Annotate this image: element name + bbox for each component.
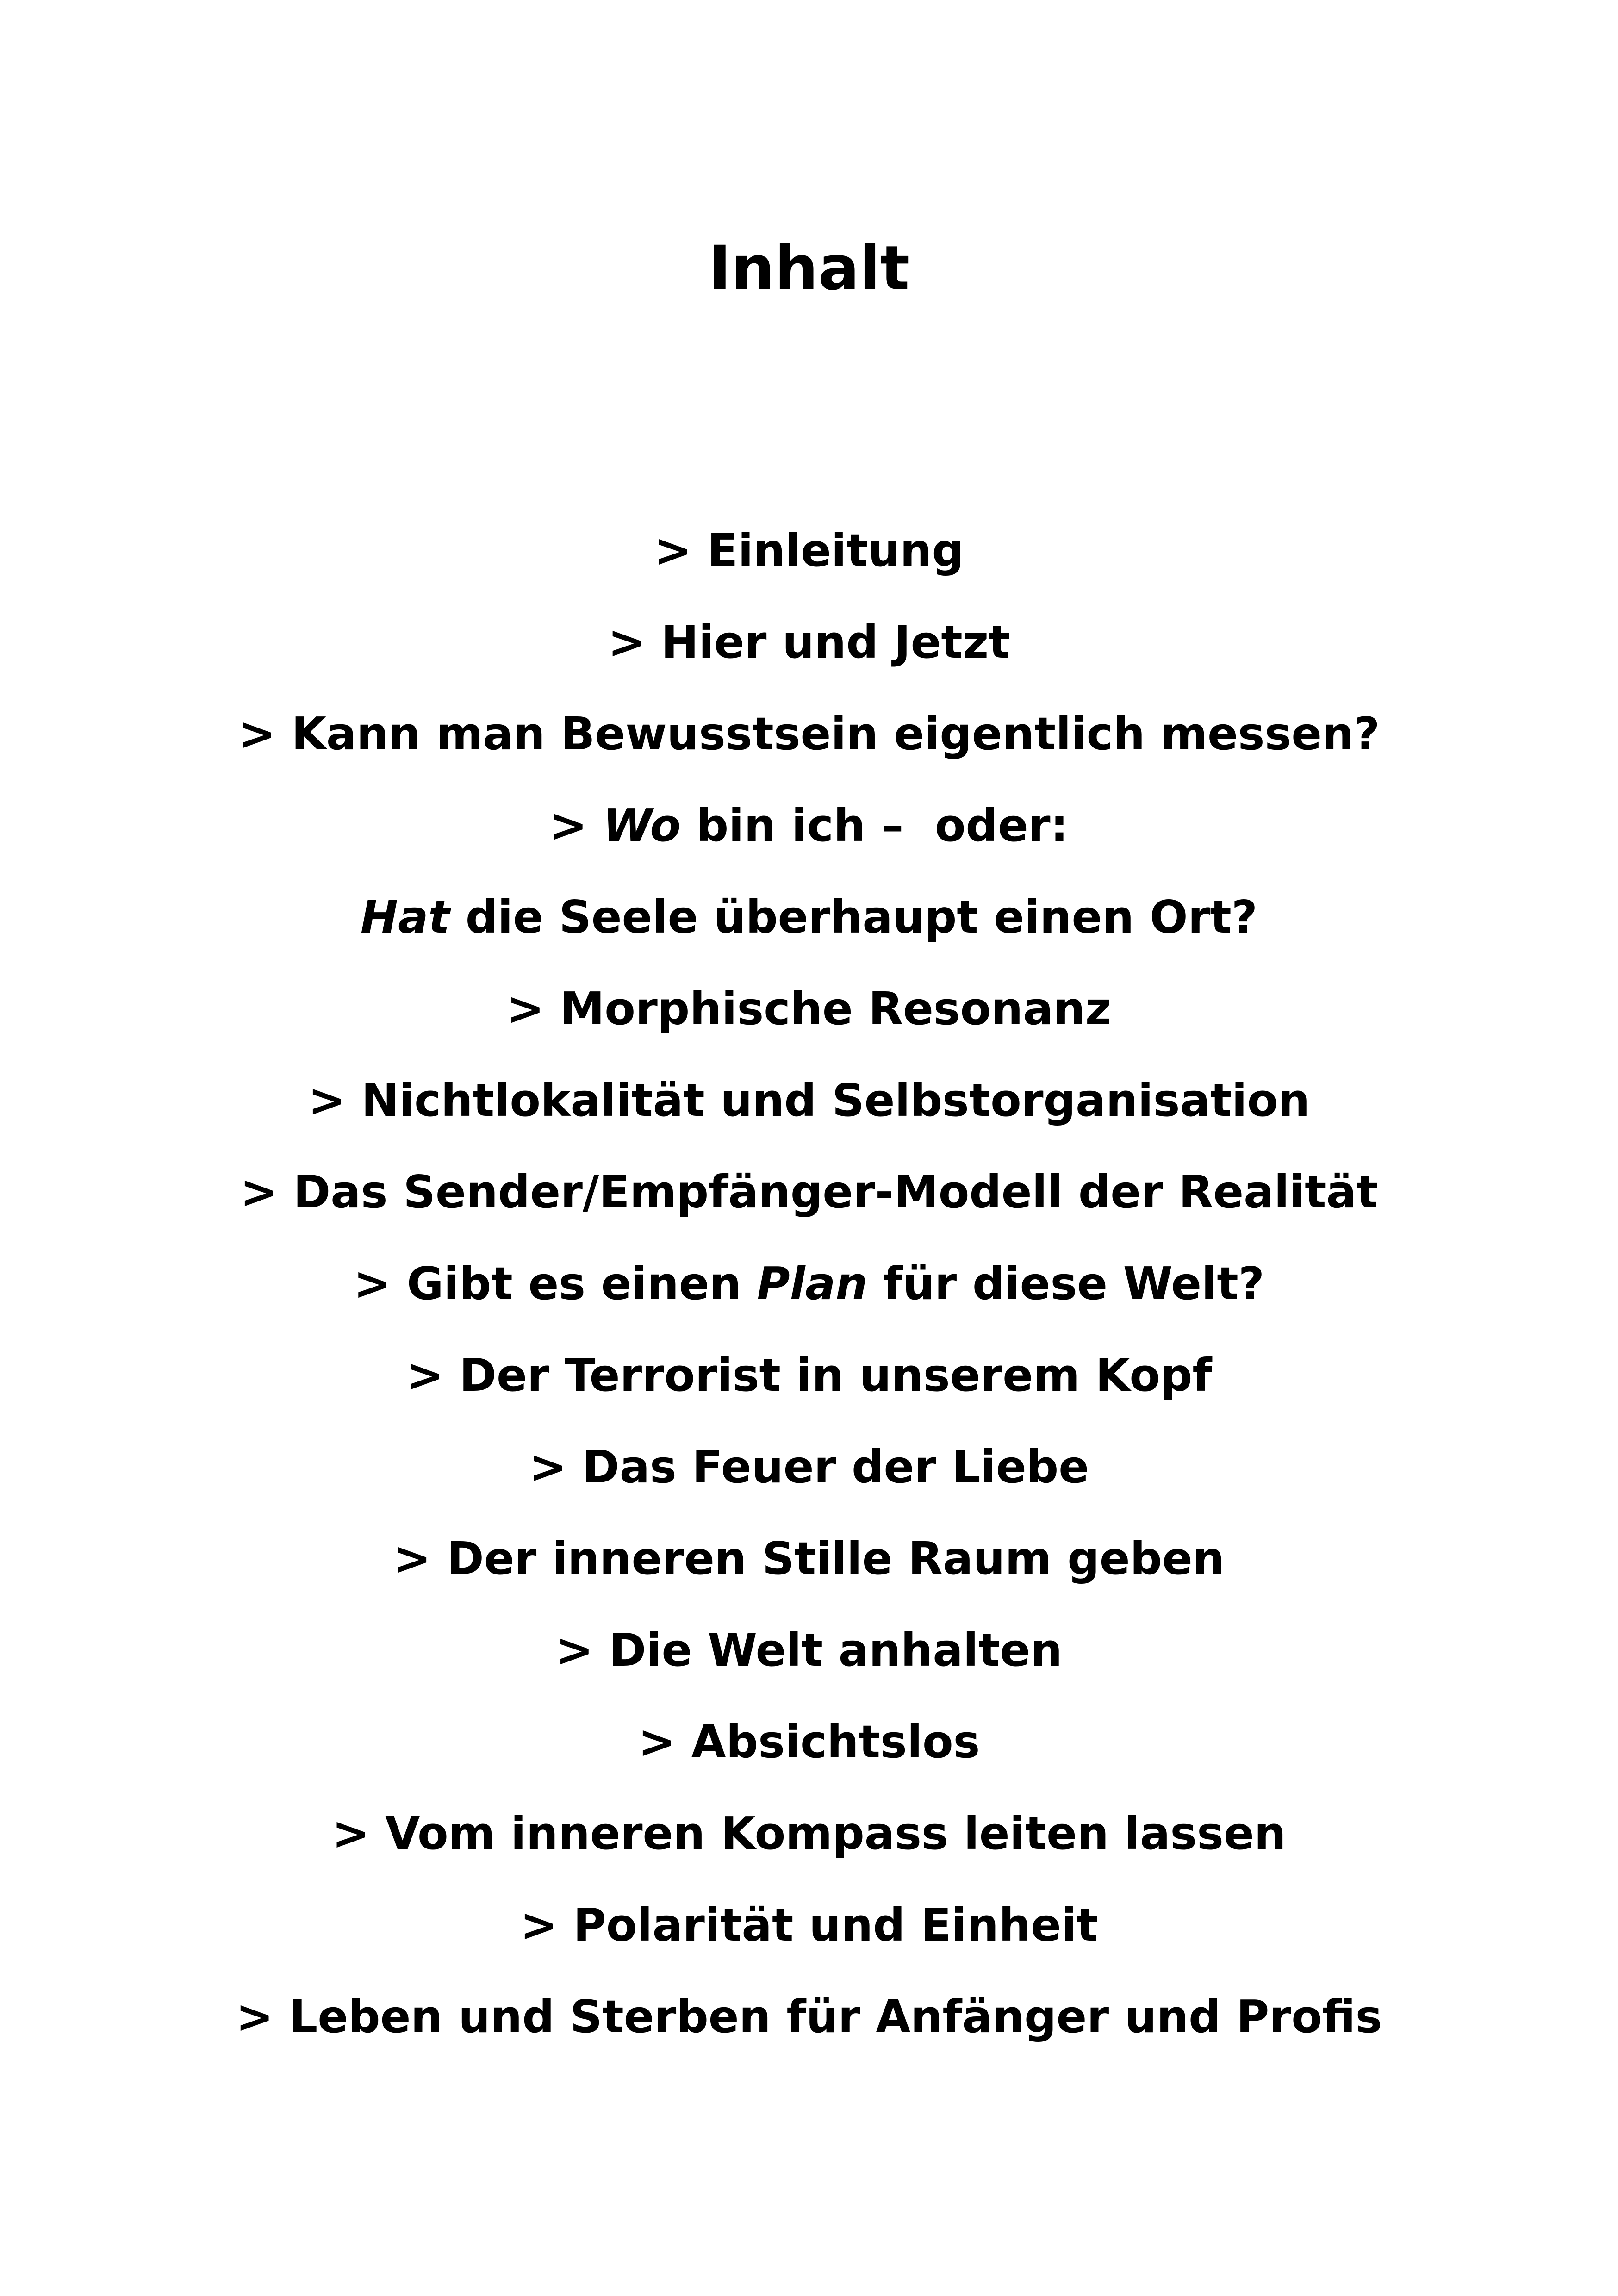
toc-entry-welt-anhalten: > Die Welt anhalten — [555, 1624, 1063, 1676]
toc-entry-plan-welt — [0, 1249, 1618, 1341]
toc-entry-suffix: die Seele überhaupt einen Ort? — [449, 891, 1258, 943]
toc-entry-feuer-der-liebe: > Das Feuer der Liebe — [529, 1441, 1089, 1493]
toc-entry-leben-und-sterben: > Leben und Sterben für Anfänger und Profis — [236, 1991, 1382, 2043]
toc-entry-innere-stille: > Der inneren Stille Raum geben — [393, 1532, 1225, 1585]
toc-entry-hier-und-jetzt: > Hier und Jetzt — [608, 616, 1010, 668]
toc-entry-suffix: bin ich – oder: — [681, 799, 1069, 852]
toc-entry-nichtlokalitaet: > Nichtlokalität und Selbstorganisation — [308, 1074, 1310, 1126]
toc-entry-wo-bin-ich — [0, 791, 1618, 883]
toc-entry-sender-empfaenger: > Das Sender/Empfänger-Modell der Realität — [240, 1166, 1378, 1218]
toc-entry-bewusstsein-messen: > Kann man Bewusstsein eigentlich messen? — [238, 708, 1380, 760]
table-of-contents — [0, 516, 1618, 2074]
toc-entry-italic: Wo — [603, 799, 681, 852]
toc-entry-italic: Hat — [360, 891, 450, 943]
toc-entry-suffix: für diese Welt? — [867, 1257, 1264, 1310]
toc-entry-einleitung: > Einleitung — [654, 524, 964, 577]
page-title: Inhalt — [708, 233, 910, 304]
toc-entry-innerer-kompass: > Vom inneren Kompass leiten lassen — [332, 1807, 1286, 1860]
toc-entry-absichtslos: > Absichtslos — [638, 1716, 980, 1768]
toc-entry-seele-ort — [0, 883, 1618, 974]
toc-entry-prefix: > — [549, 799, 603, 852]
toc-entry-italic: Plan — [757, 1257, 868, 1310]
toc-entry-polaritaet: > Polarität und Einheit — [520, 1899, 1098, 1951]
toc-entry-terrorist: > Der Terrorist in unserem Kopf — [406, 1349, 1212, 1401]
toc-entry-morphische-resonanz: > Morphische Resonanz — [506, 983, 1112, 1035]
toc-entry-prefix: > Gibt es einen — [354, 1257, 757, 1310]
